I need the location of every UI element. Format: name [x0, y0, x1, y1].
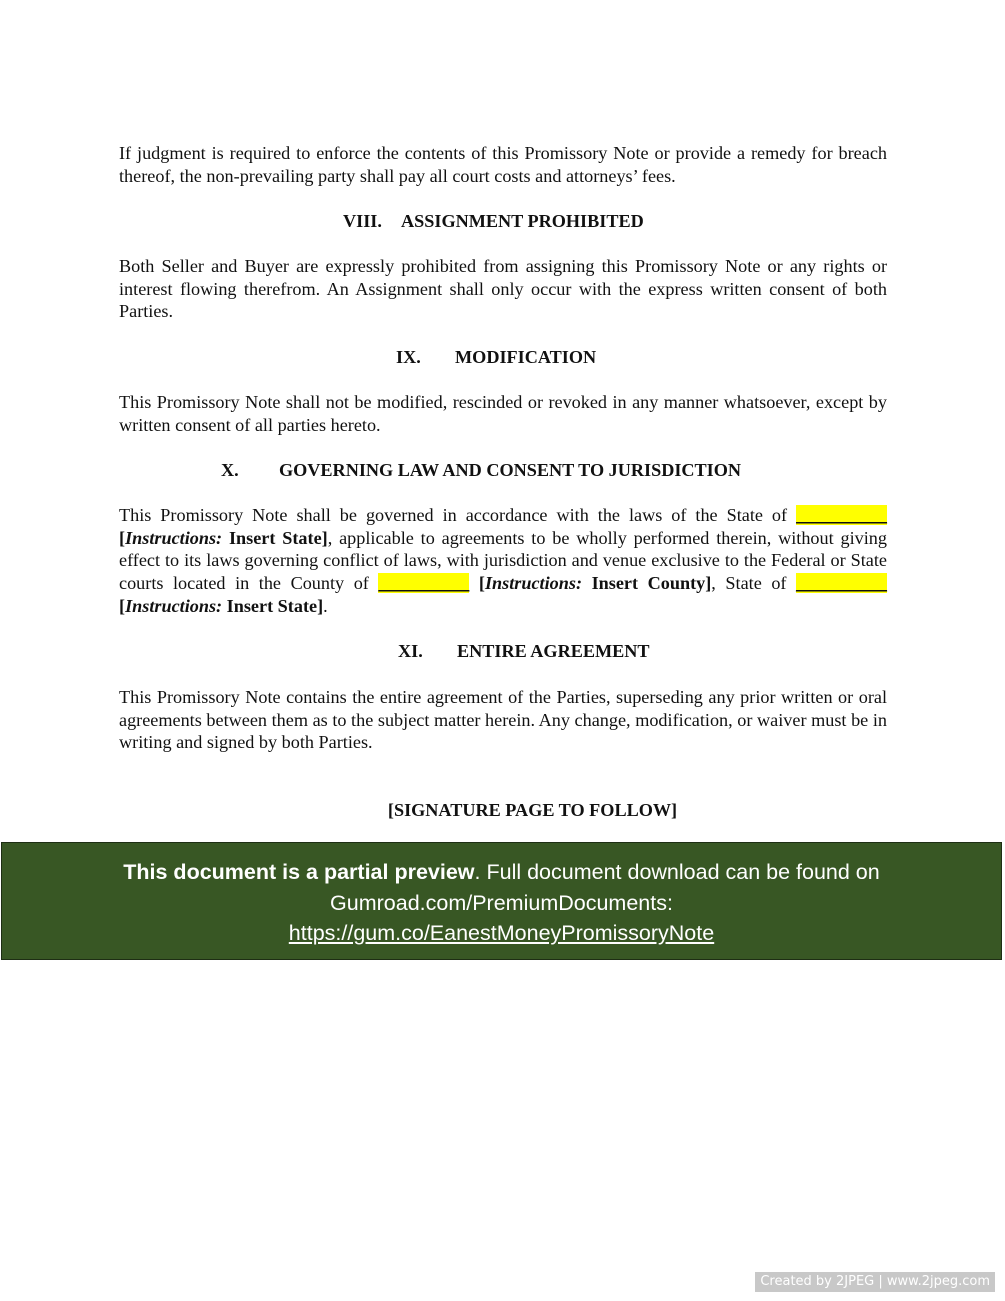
state-blank-field-2[interactable]: __________ [796, 573, 887, 594]
governing-law-end: . [323, 595, 328, 616]
section-title: ENTIRE AGREEMENT [457, 641, 650, 661]
section-number: IX. [396, 347, 421, 367]
insert-county-instruction: Insert County [582, 573, 706, 594]
instructions-label: Instructions: [484, 573, 583, 594]
section-number: XI. [398, 641, 423, 661]
governing-law-text: This Promissory Note shall be governed in accordance with the laws of the State of [119, 505, 797, 525]
governing-law-text: , State of [711, 573, 797, 594]
assignment-paragraph: Both Seller and Buyer are expressly prohibited from assigning this Promissory Note or any rights or interest flowing therefrom. An Assignment shall only occur with the express written consent of both Parties. [119, 256, 887, 322]
watermark: Created by 2JPEG | www.2jpeg.com [755, 1272, 995, 1292]
section-title: ASSIGNMENT PROHIBITED [401, 211, 644, 231]
instructions-label: Instructions: [125, 527, 223, 548]
governing-law-paragraph [119, 504, 887, 618]
preview-banner [1, 842, 1002, 960]
section-number: X. [221, 460, 239, 480]
bracket-close: ] [705, 573, 712, 594]
governing-law-text: , applicable to agreements to be wholly performed therein, without giving effect to its laws governing conflict of laws, with jurisdiction and venue exclusive to the Federal or State courts located in the County of [119, 527, 887, 594]
banner-text: . Full document download can be found on [474, 860, 880, 884]
banner-line-1 [2, 857, 1001, 888]
signature-page-notice: [SIGNATURE PAGE TO FOLLOW] [387, 800, 678, 820]
bracket-open: [ [478, 573, 485, 594]
bracket-close: ] [321, 527, 328, 548]
banner-bold-text: This document is a partial preview [123, 860, 475, 884]
state-blank-field[interactable]: __________ [796, 505, 887, 525]
bracket-open: [ [119, 527, 126, 548]
download-link[interactable]: https://gum.co/EanestMoneyPromissoryNote [288, 921, 715, 945]
insert-state-instruction: Insert State [222, 595, 318, 616]
insert-state-instruction: Insert State [222, 527, 322, 548]
banner-line-2: Gumroad.com/PremiumDocuments: [330, 890, 673, 915]
bracket-open: [ [119, 595, 126, 616]
instructions-label: Instructions: [125, 595, 223, 616]
county-blank-field[interactable]: __________ [378, 573, 470, 594]
section-number: VIII. [343, 211, 382, 231]
bracket-close: ] [317, 595, 324, 616]
entire-agreement-paragraph: This Promissory Note contains the entire agreement of the Parties, superseding any prior written or oral agreements between them as to the subject matter herein. Any change, modification, or waiver must be in writing and signed by both Parties. [119, 687, 887, 753]
section-title: MODIFICATION [455, 347, 597, 367]
intro-paragraph: If judgment is required to enforce the contents of this Promissory Note or provide a remedy for breach thereof, the non-prevailing party shall pay all court costs and attorneys’ fees. [119, 143, 887, 186]
section-title: GOVERNING LAW AND CONSENT TO JURISDICTION [279, 460, 742, 480]
modification-paragraph: This Promissory Note shall not be modified, rescinded or revoked in any manner whatsoever, except by written consent of all parties hereto. [119, 392, 887, 435]
